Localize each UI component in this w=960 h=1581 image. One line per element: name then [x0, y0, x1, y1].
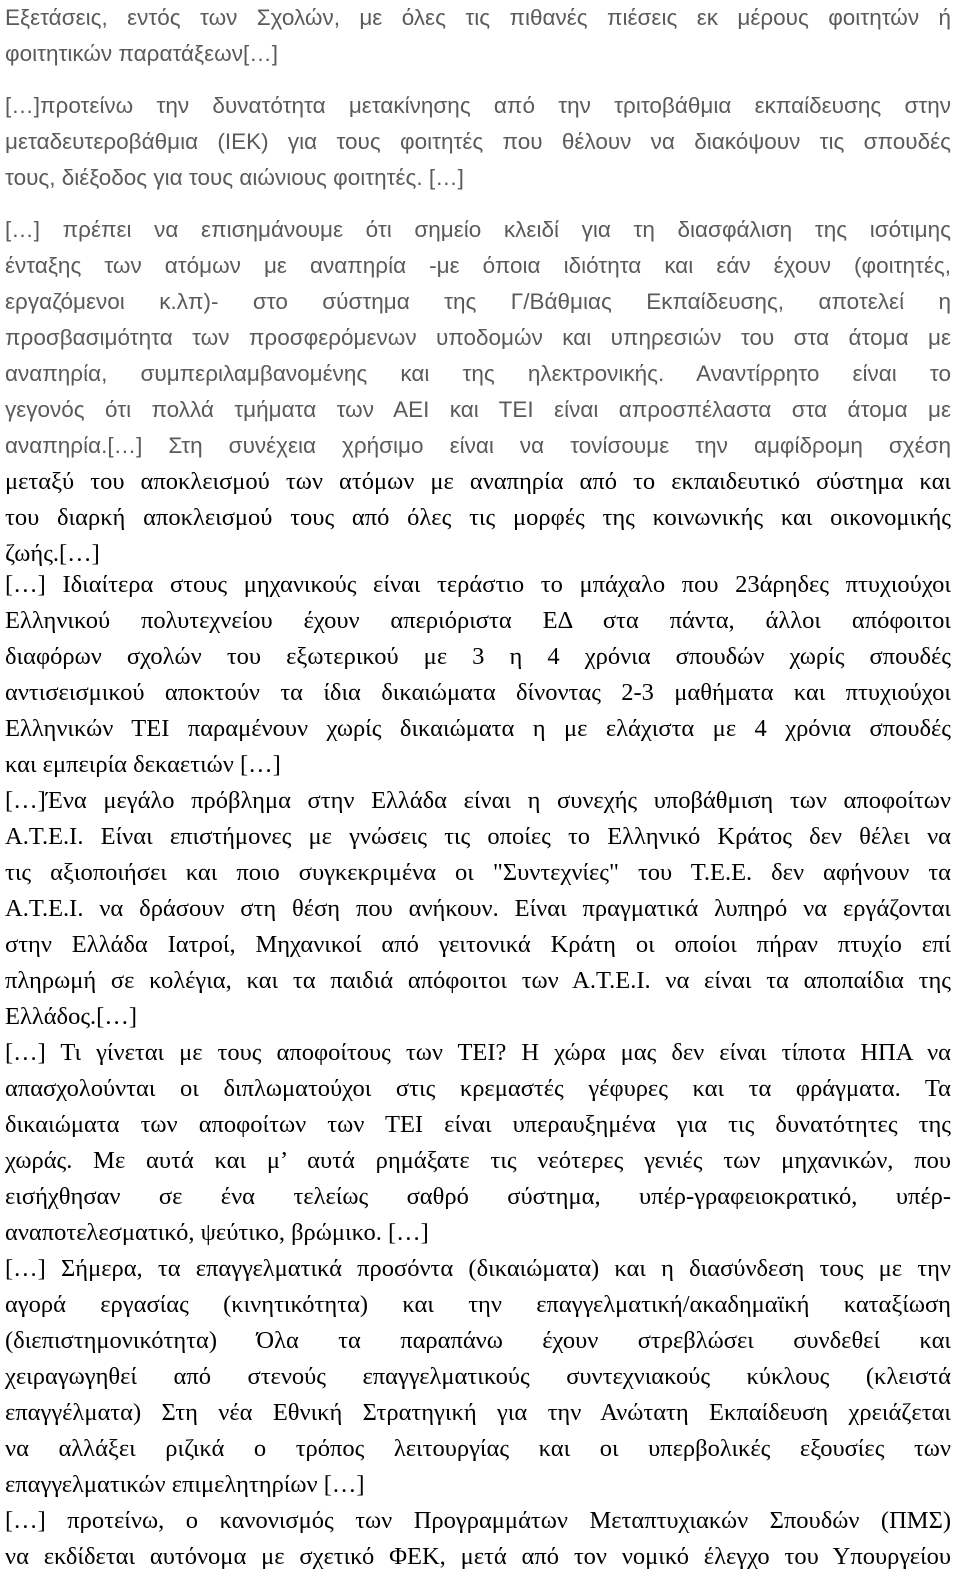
text-line: […] προτείνω, ο κανονισμός των Προγραμμάτων Μεταπτυχιακών Σπουδών (ΠΜΣ)	[5, 1507, 951, 1534]
text-line: Εξετάσεις, εντός των Σχολών, με όλες τις πιθανές πιέσεις εκ μέρους φοιτητών ή	[5, 5, 951, 30]
text-line: Ελλάδος.[…]	[5, 1003, 137, 1030]
text-line: χωράς. Με αυτά και μ’ αυτά ρημάξατε τις νεότερες γενιές των μηχανικών, που	[5, 1147, 951, 1174]
paragraph-2	[5, 88, 951, 196]
text-line: Ελληνικού πολυτεχνείου έχουν απεριόριστα ΕΔ στα πάντα, άλλοι απόφοιτοι	[5, 607, 951, 634]
text-line: διαφόρων σχολών του εξωτερικού με 3 η 4 χρόνια σπουδών χωρίς σπουδές	[5, 643, 951, 670]
text-line: […]Ένα μεγάλο πρόβλημα στην Ελλάδα είναι η συνεχής υποβάθμιση των αποφοίτων	[5, 787, 951, 814]
text-line: χειραγωγηθεί από στενούς επαγγελματικούς συντεχνιακούς κύκλους (κλειστά	[5, 1363, 951, 1390]
text-line: τις αξιοποιήσει και ποιο συγκεκριμένα οι "Συντεχνίες" του Τ.Ε.Ε. δεν αφήνουν τα	[5, 859, 951, 886]
text-line: να εκδίδεται αυτόνομα με σχετικό ΦΕΚ, μετά από τον νομικό έλεγχο του Υπουργείου	[5, 1543, 951, 1570]
text-line: στην Ελλάδα Ιατροί, Μηχανικοί από γειτονικά Κράτη οι οποίοι πήραν πτυχίο επί	[5, 931, 951, 958]
text-line: […]προτείνω την δυνατότητα μετακίνησης από την τριτοβάθμια εκπαίδευσης στην	[5, 93, 951, 118]
text-line: ένταξης των ατόμων με αναπηρία -με όποια ιδιότητα και εάν έχουν (φοιτητές,	[5, 253, 951, 278]
text-line: αγορά εργασίας (κινητικότητα) και την επαγγελματική/ακαδημαϊκή καταξίωση	[5, 1291, 951, 1318]
text-line: ζωής.[…]	[5, 540, 100, 567]
text-line: του διαρκή αποκλεισμού τους από όλες τις μορφές της κοινωνικής και οικονομικής	[5, 504, 951, 531]
paragraph-4	[5, 567, 951, 783]
text-line: αντισεισμικού αποκτούν τα ίδια δικαιώματα δίνοντας 2-3 μαθήματα και πτυχιούχοι	[5, 679, 951, 706]
text-line: επαγγέλματα) Στη νέα Εθνική Στρατηγική για την Ανώτατη Εκπαίδευση χρειάζεται	[5, 1399, 951, 1426]
text-line: Α.Τ.Ε.Ι. Είναι επιστήμονες με γνώσεις τις οποίες το Ελληνικό Κράτος δεν θέλει να	[5, 823, 951, 850]
text-line: αναπηρία.[…] Στη συνέχεια χρήσιμο είναι να τονίσουμε την αμφίδρομη σχέση	[5, 433, 951, 458]
paragraph-6	[5, 1035, 951, 1251]
paragraph-1	[5, 0, 951, 72]
text-line: εισήχθησαν σε ένα τελείως σαθρό σύστημα, υπέρ-γραφειοκρατικό, υπέρ-	[5, 1183, 951, 1210]
text-line: (διεπιστημονικότητα) Όλα τα παραπάνω έχουν στρεβλώσει συνδεθεί και	[5, 1327, 951, 1354]
text-line: τους, διέξοδος για τους αιώνιους φοιτητές. […]	[5, 165, 464, 190]
text-line: […] Τι γίνεται με τους αποφοίτους των ΤΕΙ? Η χώρα μας δεν είναι τίποτα ΗΠΑ να	[5, 1039, 951, 1066]
text-line: μεταδευτεροβάθμια (ΙΕΚ) για τους φοιτητές που θέλουν να διακόψουν τις σπουδές	[5, 129, 951, 154]
text-line: φοιτητικών παρατάξεων[…]	[5, 41, 278, 66]
text-line: αναποτελεσματικό, ψεύτικο, βρώμικο. […]	[5, 1219, 429, 1246]
text-line: πληρωμή σε κολέγια, και τα παιδιά απόφοιτοι των Α.Τ.Ε.Ι. να είναι τα αποπαίδια της	[5, 967, 951, 994]
text-line: μεταξύ του αποκλεισμού των ατόμων με αναπηρία από το εκπαιδευτικό σύστημα και	[5, 468, 951, 495]
paragraph-8	[5, 1503, 951, 1575]
text-line: γεγονός ότι πολλά τμήματα των ΑΕΙ και ΤΕΙ είναι απροσπέλαστα στα άτομα με	[5, 397, 951, 422]
text-line: αναπηρία, συμπεριλαμβανομένης και της ηλεκτρονικής. Αναντίρρητο είναι το	[5, 361, 951, 386]
text-line: απασχολούνται οι διπλωματούχοι στις κρεμαστές γέφυρες και τα φράγματα. Τα	[5, 1075, 951, 1102]
paragraph-3	[5, 212, 951, 572]
text-line: και εμπειρία δεκαετιών […]	[5, 751, 281, 778]
text-line: […] Σήμερα, τα επαγγελματικά προσόντα (δικαιώματα) και η διασύνδεση τους με την	[5, 1255, 951, 1282]
paragraph-5	[5, 783, 951, 1035]
text-line: Α.Τ.Ε.Ι. να δράσουν στη θέση που ανήκουν. Είναι πραγματικά λυπηρό να εργάζονται	[5, 895, 951, 922]
paragraph-7	[5, 1251, 951, 1503]
text-line: […] πρέπει να επισημάνουμε ότι σημείο κλειδί για τη διασφάλιση της ισότιμης	[5, 217, 951, 242]
text-line: επαγγελματικών επιμελητηρίων […]	[5, 1471, 365, 1498]
text-line: […] Ιδιαίτερα στους μηχανικούς είναι τεράστιο το μπάχαλο που 23άρηδες πτυχιούχοι	[5, 571, 951, 598]
text-line: να αλλάξει ριζικά ο τρόπος λειτουργίας και οι υπερβολικές εξουσίες των	[5, 1435, 951, 1462]
text-line: δικαιώματα των αποφοίτων των ΤΕΙ είναι υπεραυξημένα για τις δυνατότητες της	[5, 1111, 951, 1138]
text-line: Ελληνικών ΤΕΙ παραμένουν χωρίς δικαιώματα η με ελάχιστα με 4 χρόνια σπουδές	[5, 715, 951, 742]
text-line: εργαζόμενοι κ.λπ)- στο σύστημα της Γ/Βάθμιας Εκπαίδευσης, αποτελεί η	[5, 289, 951, 314]
text-line: προσβασιμότητα των προσφερόμενων υποδομών και υπηρεσιών του στα άτομα με	[5, 325, 951, 350]
